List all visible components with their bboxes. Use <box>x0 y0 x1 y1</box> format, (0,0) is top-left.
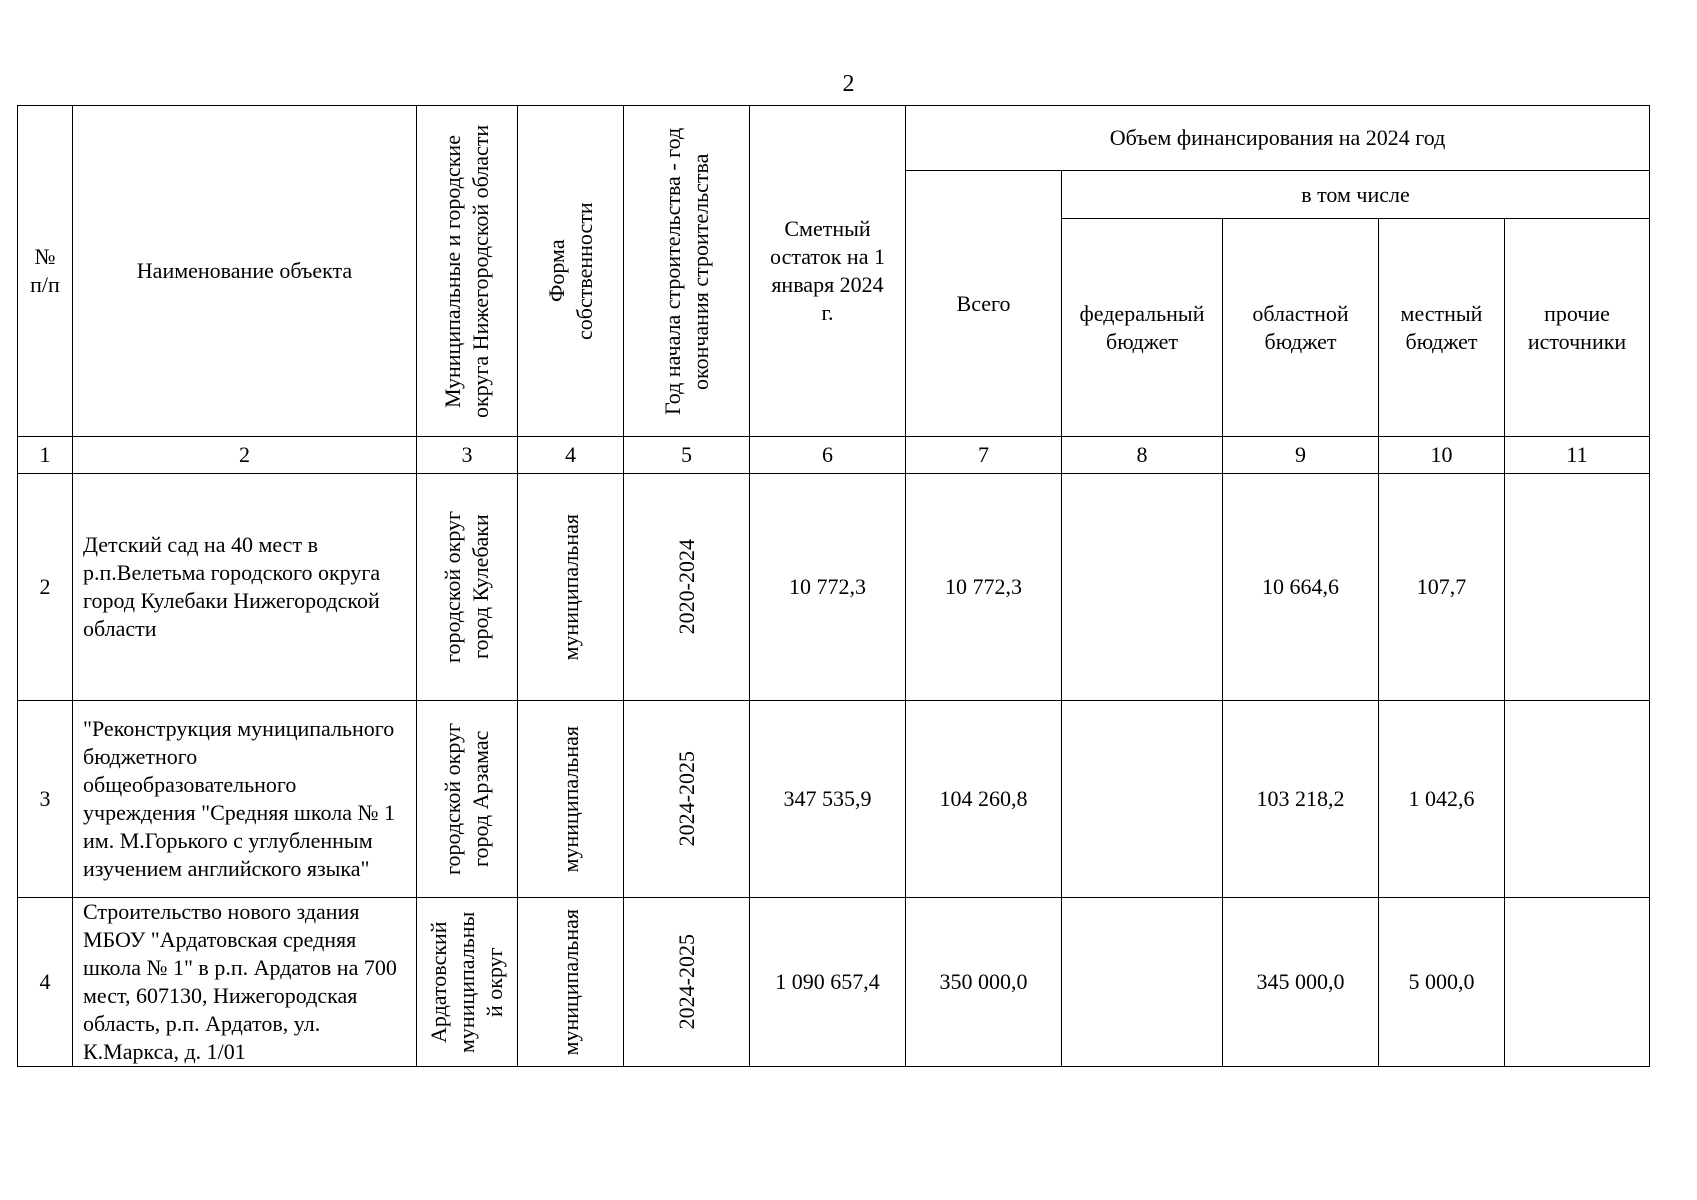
column-number: 2 <box>73 437 417 474</box>
municipality-cell: Ардатовский муниципальны й округ <box>417 898 518 1067</box>
table-row <box>18 701 1650 898</box>
federal-cell <box>1062 898 1223 1067</box>
header-num: № п/п <box>18 106 73 437</box>
header-years: Год начала строительства - год окончания строительства <box>624 106 750 437</box>
regional-cell: 10 664,6 <box>1223 474 1379 701</box>
table-row <box>18 474 1650 701</box>
total-cell: 10 772,3 <box>906 474 1062 701</box>
other-cell <box>1505 898 1650 1067</box>
header-total: Всего <box>906 171 1062 437</box>
column-number: 9 <box>1223 437 1379 474</box>
federal-cell <box>1062 474 1223 701</box>
object-name: Строительство нового здания МБОУ "Ардатовская средняя школа № 1" в р.п. Ардатов на 700 мест, 607130, Нижегородская область, р.п. Ардатов, ул. К.Маркса, д. 1/01 <box>73 898 417 1067</box>
row-num: 3 <box>18 701 73 898</box>
header-estimate: Сметный остаток на 1 января 2024 г. <box>750 106 906 437</box>
years-cell: 2020-2024 <box>624 474 750 701</box>
header-local: местный бюджет <box>1379 219 1505 437</box>
column-number: 11 <box>1505 437 1650 474</box>
estimate-cell: 10 772,3 <box>750 474 906 701</box>
column-number-row <box>18 437 1650 474</box>
regional-cell: 345 000,0 <box>1223 898 1379 1067</box>
estimate-cell: 347 535,9 <box>750 701 906 898</box>
header-other: прочие источники <box>1505 219 1650 437</box>
row-num: 2 <box>18 474 73 701</box>
municipality-cell: городской округ город Кулебаки <box>417 474 518 701</box>
local-cell: 5 000,0 <box>1379 898 1505 1067</box>
total-cell: 104 260,8 <box>906 701 1062 898</box>
local-cell: 107,7 <box>1379 474 1505 701</box>
header-regional: областной бюджет <box>1223 219 1379 437</box>
column-number: 5 <box>624 437 750 474</box>
column-number: 8 <box>1062 437 1223 474</box>
regional-cell: 103 218,2 <box>1223 701 1379 898</box>
header-name: Наименование объекта <box>73 106 417 437</box>
object-name: Детский сад на 40 мест в р.п.Велетьма городского округа город Кулебаки Нижегородской области <box>73 474 417 701</box>
column-number: 6 <box>750 437 906 474</box>
header-including: в том числе <box>1062 171 1650 219</box>
municipality-cell: городской округ город Арзамас <box>417 701 518 898</box>
ownership-cell: муниципальная <box>518 474 624 701</box>
other-cell <box>1505 474 1650 701</box>
column-number: 3 <box>417 437 518 474</box>
column-number: 1 <box>18 437 73 474</box>
local-cell: 1 042,6 <box>1379 701 1505 898</box>
table-row <box>18 898 1650 1067</box>
years-cell: 2024-2025 <box>624 701 750 898</box>
column-number: 7 <box>906 437 1062 474</box>
header-federal: федеральный бюджет <box>1062 219 1223 437</box>
years-cell: 2024-2025 <box>624 898 750 1067</box>
row-num: 4 <box>18 898 73 1067</box>
estimate-cell: 1 090 657,4 <box>750 898 906 1067</box>
ownership-cell: муниципальная <box>518 898 624 1067</box>
page-number: 2 <box>842 71 855 97</box>
header-municipal: Муниципальные и городские округа Нижегородской области <box>417 106 518 437</box>
federal-cell <box>1062 701 1223 898</box>
construction-funding-table <box>17 105 1650 1067</box>
column-number: 4 <box>518 437 624 474</box>
ownership-cell: муниципальная <box>518 701 624 898</box>
total-cell: 350 000,0 <box>906 898 1062 1067</box>
header-ownership: Форма собственности <box>518 106 624 437</box>
other-cell <box>1505 701 1650 898</box>
column-number: 10 <box>1379 437 1505 474</box>
object-name: "Реконструкция муниципального бюджетного общеобразовательного учреждения "Средняя школа № 1 им. М.Горького с углубленным изучением английского языка" <box>73 701 417 898</box>
header-funding-group: Объем финансирования на 2024 год <box>906 106 1650 171</box>
